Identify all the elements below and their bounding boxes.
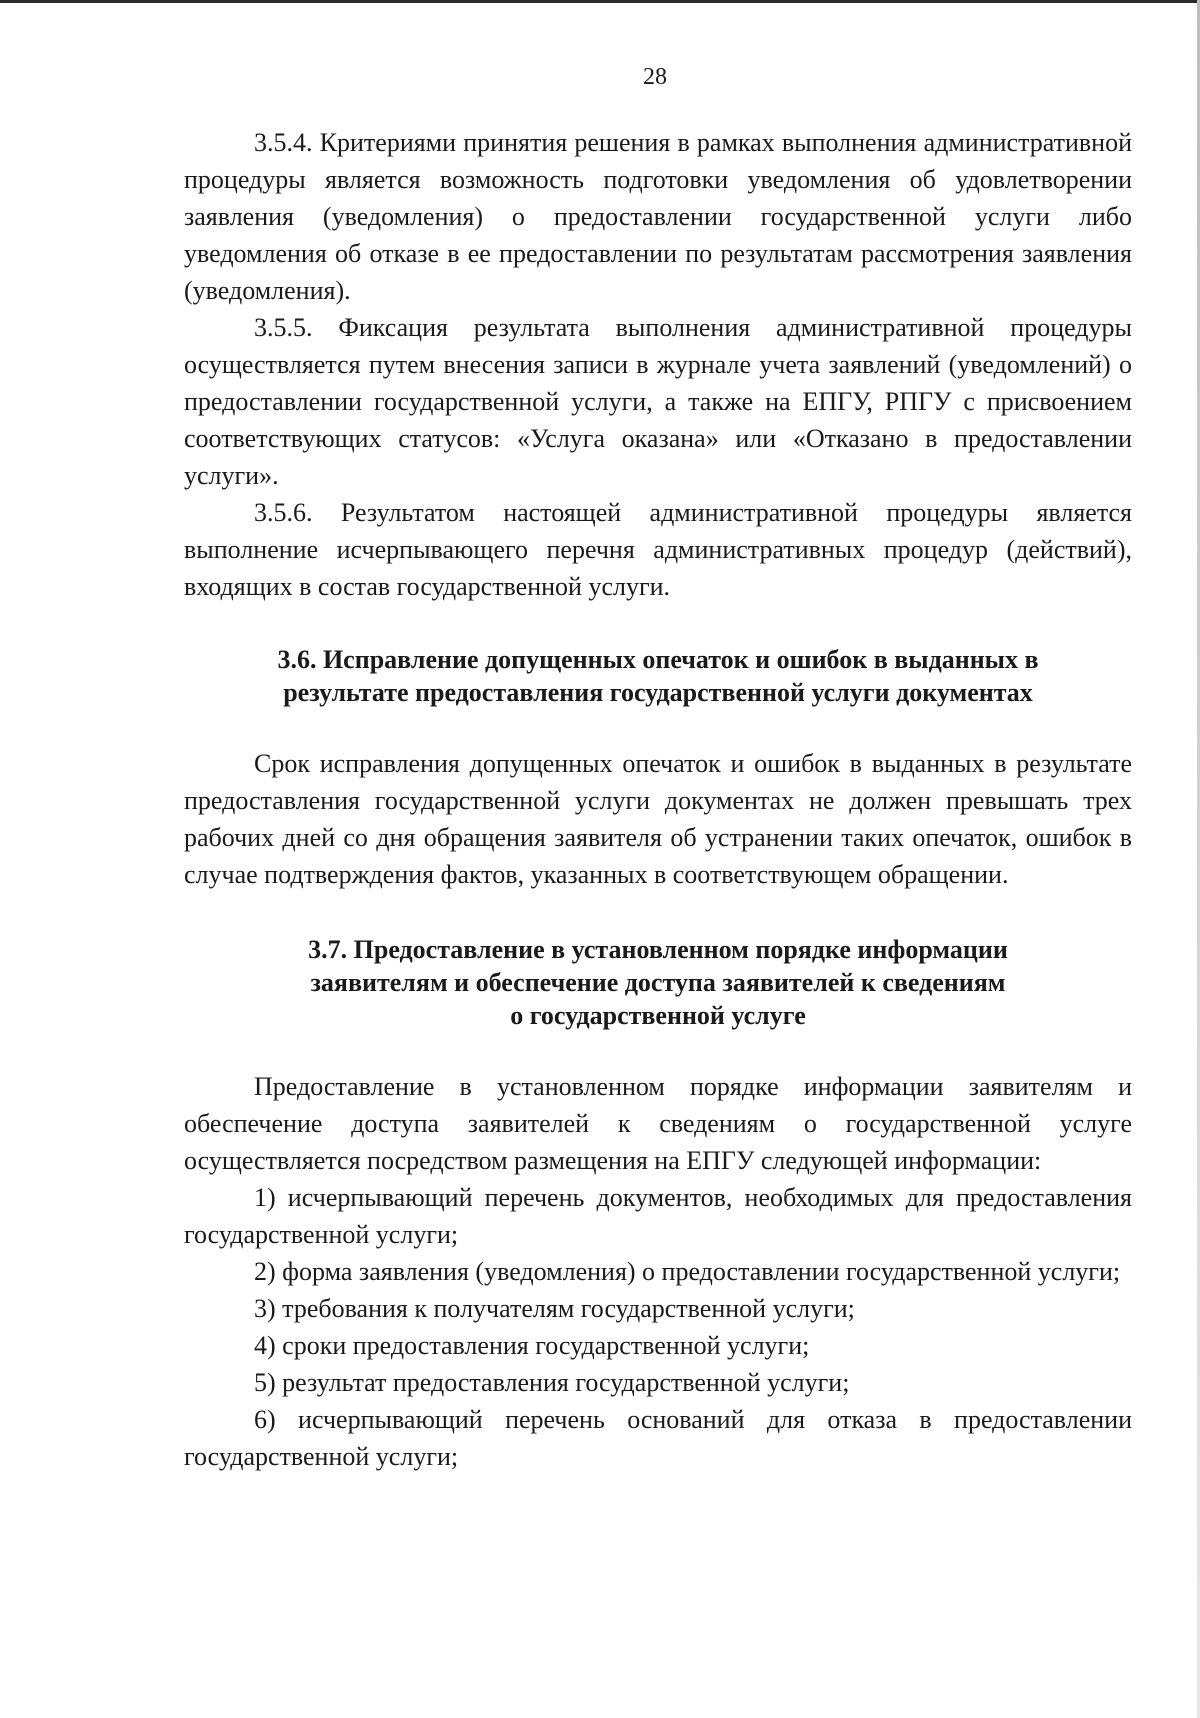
spacer bbox=[184, 893, 1132, 933]
spacer bbox=[184, 1032, 1132, 1068]
spacer bbox=[184, 605, 1132, 643]
list-item: 2) форма заявления (уведомления) о предоставлении государственной услуги; bbox=[254, 1257, 1121, 1286]
list-item: 3) требования к получателям государственной услуги; bbox=[254, 1294, 855, 1323]
section-3-7-heading bbox=[184, 933, 1132, 1032]
list-item: 4) сроки предоставления государственной услуги; bbox=[254, 1331, 810, 1360]
section-3-7-heading-line-3: о государственной услуге bbox=[510, 1001, 806, 1030]
paragraph-3-5-6: 3.5.6. Результатом настоящей административной процедуры является выполнение исчерпывающего перечня административных процедур (действий), входящих в состав государственной услуги. bbox=[184, 498, 1132, 601]
list-item: 5) результат предоставления государственной услуги; bbox=[254, 1368, 850, 1397]
paragraph-3-5-5: 3.5.5. Фиксация результата выполнения административной процедуры осуществляется путем внесения записи в журнале учета заявлений (уведомлений) о предоставлении государственной услуги, а также на ЕПГУ, РПГУ с присвоением соответствующих статусов: «Услуга оказана» или «Отказано в предоставлении услуги». bbox=[184, 313, 1132, 490]
list-item: 6) исчерпывающий перечень оснований для отказа в предоставлении государственной услуги; bbox=[184, 1405, 1132, 1471]
section-3-6-heading bbox=[184, 643, 1132, 709]
document-body bbox=[184, 124, 1132, 1475]
section-3-7-intro: Предоставление в установленном порядке информации заявителям и обеспечение доступа заявителей к сведениям о государственной услуге осуществляется посредством размещения на ЕПГУ следующей информации: bbox=[184, 1072, 1132, 1175]
page-number: 28 bbox=[643, 64, 667, 90]
list-item: 1) исчерпывающий перечень документов, необходимых для предоставления государственной услуги; bbox=[184, 1183, 1132, 1249]
section-3-6-text: Срок исправления допущенных опечаток и ошибок в выданных в результате предоставления государственной услуги документах не должен превышать трех рабочих дней со дня обращения заявителя об устранении таких опечаток, ошибок в случае подтверждения фактов, указанных в соответствующем обращении. bbox=[184, 749, 1132, 889]
section-3-7-heading-line-2: заявителям и обеспечение доступа заявителей к сведениям bbox=[310, 968, 1006, 997]
scan-top-edge bbox=[0, 0, 1200, 3]
paragraph-3-5-4: 3.5.4. Критериями принятия решения в рамках выполнения административной процедуры является возможность подготовки уведомления об удовлетворении заявления (уведомления) о предоставлении государственной услуги либо уведомления об отказе в ее предоставлении по результатам рассмотрения заявления (уведомления). bbox=[184, 128, 1132, 305]
spacer bbox=[184, 709, 1132, 745]
section-3-6-heading-line-2: результате предоставления государственной услуги документах bbox=[283, 678, 1033, 707]
section-3-7-heading-line-1: 3.7. Предоставление в установленном порядке информации bbox=[308, 935, 1008, 964]
section-3-6-heading-line-1: 3.6. Исправление допущенных опечаток и ошибок в выданных в bbox=[277, 645, 1039, 674]
